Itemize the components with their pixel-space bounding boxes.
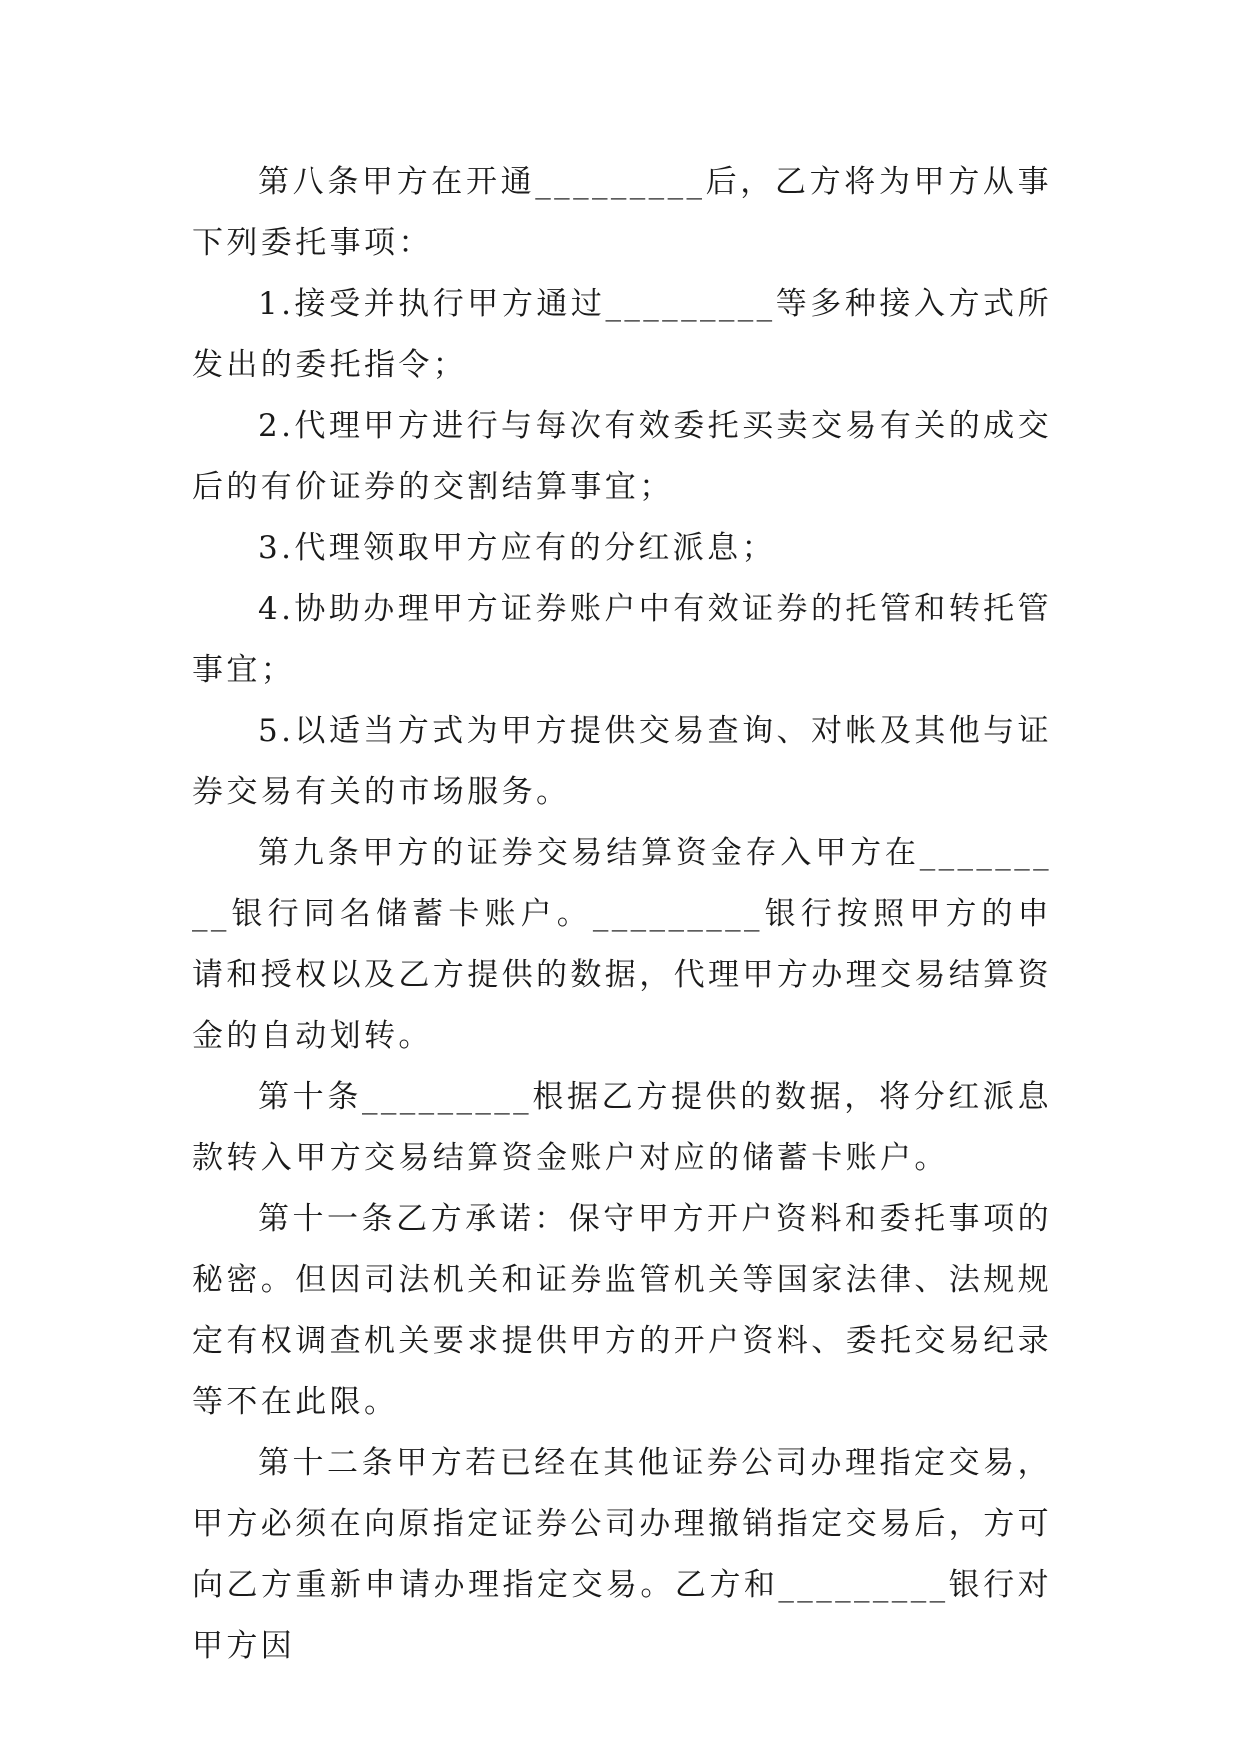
item-5-paragraph: 5.以适当方式为甲方提供交易查询、对帐及其他与证券交易有关的市场服务。 <box>192 713 1052 810</box>
item-1-paragraph: 1.接受并执行甲方通过_________等多种接入方式所发出的委托指令； <box>192 286 1052 383</box>
article-10-paragraph: 第十条_________根据乙方提供的数据，将分红派息款转入甲方交易结算资金账户对应的储蓄卡账户。 <box>192 1079 1052 1176</box>
item-2-paragraph: 2.代理甲方进行与每次有效委托买卖交易有关的成交后的有价证券的交割结算事宜； <box>192 408 1052 505</box>
article-8-paragraph: 第八条甲方在开通_________后，乙方将为甲方从事下列委托事项： <box>192 164 1052 261</box>
item-3-paragraph: 3.代理领取甲方应有的分红派息； <box>258 530 776 566</box>
article-11-paragraph: 第十一条乙方承诺：保守甲方开户资料和委托事项的秘密。但因司法机关和证券监管机关等国家法律、法规规定有权调查机关要求提供甲方的开户资料、委托交易纪录等不在此限。 <box>192 1201 1052 1420</box>
article-9-paragraph: 第九条甲方的证券交易结算资金存入甲方在_________银行同名储蓄卡账户。_________银行按照甲方的申请和授权以及乙方提供的数据，代理甲方办理交易结算资金的自动划转。 <box>192 835 1052 1054</box>
item-4-paragraph: 4.协助办理甲方证券账户中有效证券的托管和转托管事宜； <box>192 591 1052 688</box>
document-body <box>192 152 1052 1677</box>
article-12-paragraph: 第十二条甲方若已经在其他证券公司办理指定交易，甲方必须在向原指定证券公司办理撤销指定交易后，方可向乙方重新申请办理指定交易。乙方和_________银行对甲方因 <box>192 1445 1052 1664</box>
